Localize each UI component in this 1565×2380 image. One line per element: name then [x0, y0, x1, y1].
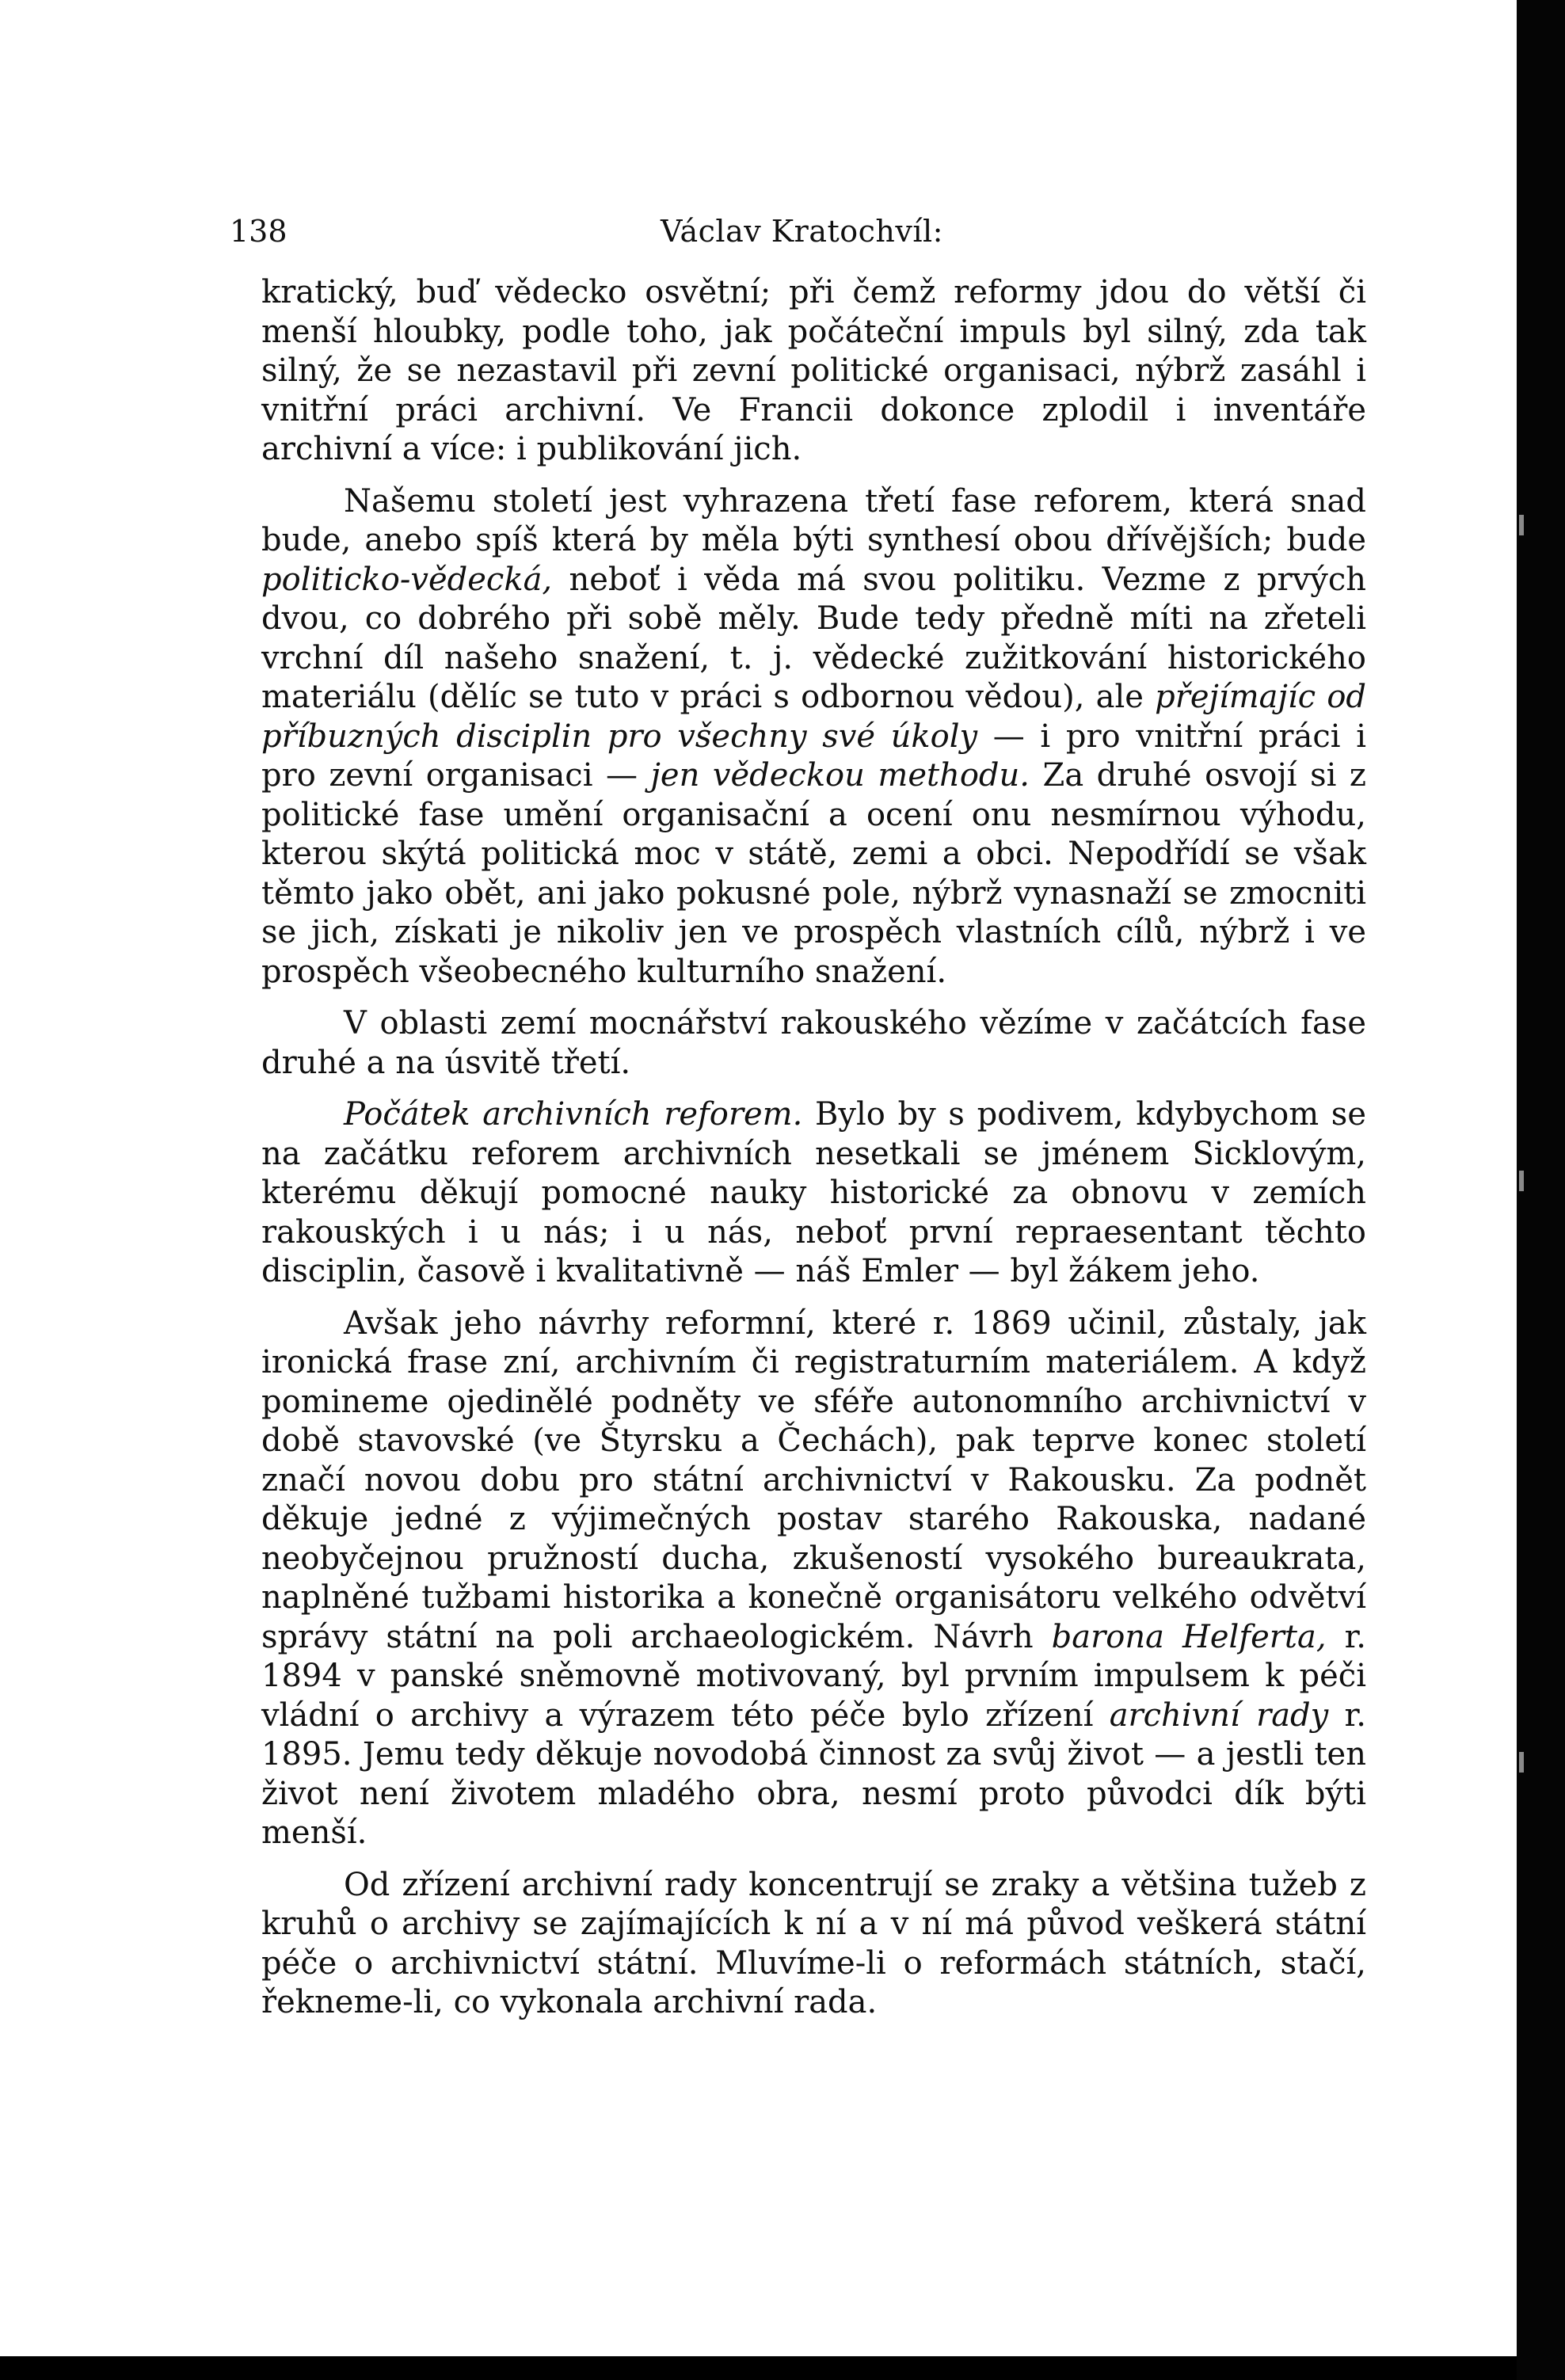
page-number: 138 [230, 214, 287, 249]
paragraph-2-text: — i pro vnitřní práci i pro zevní organisaci — [261, 718, 1367, 794]
paragraph-6 [261, 1866, 1366, 2023]
paragraph-2-text: Našemu století jest vyhrazena třetí fase reforem, která snad bude, anebo spíš která by měla býti synthesí obou dřívějších; bude [261, 482, 1366, 558]
paragraph-5-emphasis: barona Helferta, [1051, 1618, 1327, 1655]
running-header [230, 208, 1374, 255]
paragraph-1 [261, 273, 1366, 470]
section-heading-italic: Počátek archivních reforem. [344, 1096, 803, 1133]
paragraph-5-text: Avšak jeho návrhy reformní, které r. 1869 učinil, zůstaly, jak ironická frase zní, archivním či registraturním materiálem. A když pomineme ojedinělé podněty ve sféře autonomního archivnictví v době stavovské (ve Štyrsku a Čechách), pak teprve konec století značí novou dobu pro státní archivnictví v Rakousku. Za podnět děkuje jedné z výjimečných postav starého Rakouska, nadané neobyčejnou pružností ducha, zkušeností vysokého bureaukrata, naplněné tužbami historika a konečně organisátoru velkého odvětví správy státní na poli archaeologickém. Návrh [261, 1304, 1366, 1655]
paragraph-6-text: Od zřízení archivní rady koncentrují se zraky a většina tužeb z kruhů o archivy se zajímajících k ní a v ní má původ veškerá státní péče o archivnictví státní. Mluvíme-li o reformách státních, stačí, řekneme-li, co vykonala archivní rada. [261, 1866, 1366, 2020]
paragraph-2-text: Za druhé osvojí si z politické fase umění organisační a ocení onu nesmírnou výhodu, kterou skýtá politická moc v státě, zemi a obci. Nepodřídí se však těmto jako obět, ani jako pokusné pole, nýbrž vynasnaží se zmocniti se jich, získati je nikoliv jen ve prospěch vlastních cílů, nýbrž i ve prospěch všeobecného kulturního snažení. [261, 757, 1366, 990]
paragraph-5-text: r. 1894 v panské sněmovně motivovaný, byl prvním impulsem k péči vládní o archivy a výrazem této péče bylo zřízení [261, 1618, 1367, 1734]
scan-edge-mark [1519, 1171, 1524, 1191]
paragraph-3 [261, 1004, 1366, 1083]
paragraph-4 [261, 1095, 1366, 1292]
scan-edge-mark [1519, 1752, 1524, 1773]
paragraph-2-emphasis: přejímajíc od příbuzných disciplin pro všechny své úkoly [261, 679, 1367, 755]
paragraph-2-text: neboť i věda má svou politiku. Vezme z prvých dvou, co dobrého při sobě měly. Bude tedy předně míti na zřeteli vrchní díl našeho snažení, t. j. vědecké zužitkování historického materiálu (dělíc se tuto v práci s odbornou vědou), ale [261, 561, 1366, 715]
scan-border [1517, 0, 1565, 2380]
scan-edge-mark [1519, 515, 1524, 535]
paragraph-2-emphasis: politicko-vědecká, [261, 561, 553, 598]
paragraph-3-text: V oblasti zemí mocnářství rakouského vězíme v začátcích fase druhé a na úsvitě třetí. [261, 1005, 1366, 1081]
paragraph-2 [261, 482, 1366, 992]
paragraph-1-text: kratický, buď vědecko osvětní; při čemž reformy jdou do větší či menší hloubky, podle toho, jak počáteční impuls byl silný, zda tak silný, že se nezastavil při zevní politické organisaci, nýbrž zasáhl i vnitřní práci archivní. Ve Francii dokonce zplodil i inventáře archivní a více: i publikování jich. [261, 274, 1366, 467]
paragraph-5-emphasis: archivní rady [1109, 1696, 1329, 1734]
paragraph-5-text: r. 1895. Jemu tedy děkuje novodobá činnost za svůj život — a jestli ten život není životem mladého obra, nesmí proto původci dík býti menší. [261, 1696, 1366, 1851]
body-text [261, 273, 1366, 2023]
paragraph-4-text: Bylo by s podivem, kdybychom se na začátku reforem archivních nesetkali se jménem Sicklovým, kterému děkují pomocné nauky historické za obnovu v zemích rakouských i u nás; i u nás, neboť první repraesentant těchto disciplin, časově i kvalitativně — náš Emler — byl žákem jeho. [261, 1096, 1366, 1289]
running-title: Václav Kratochvíl: [661, 214, 943, 249]
paragraph-2-emphasis: jen vědeckou methodu. [650, 757, 1030, 794]
paragraph-5 [261, 1304, 1366, 1853]
